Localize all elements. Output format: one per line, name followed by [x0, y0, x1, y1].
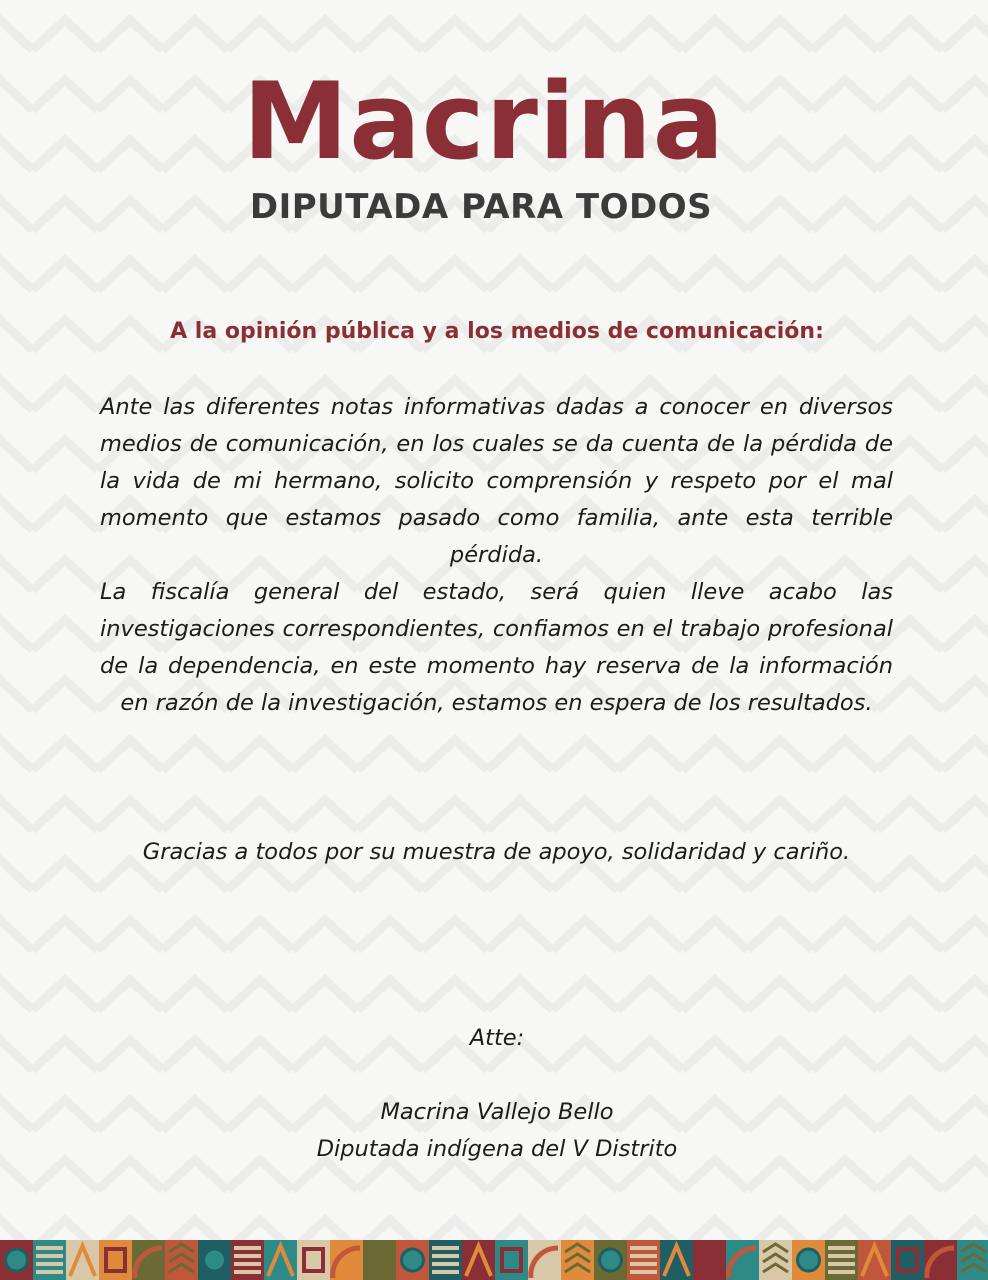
paragraph-2: La fiscalía general del estado, será quien lleve acabo las investigaciones correspondientes, confiamos en el trabajo profesional de la dependencia, en este momento hay reserva de la información en razón de la investigación, estamos en espera de los resultados. [100, 579, 893, 716]
border-tile [561, 1240, 594, 1280]
brand-name: Macrina [242, 60, 726, 183]
border-tile [858, 1240, 891, 1280]
signature-title: Diputada indígena del V Distrito [316, 1136, 678, 1162]
border-tile [198, 1240, 231, 1280]
border-tile [330, 1240, 363, 1280]
border-tile [792, 1240, 825, 1280]
border-tile [33, 1240, 66, 1280]
border-tile [594, 1240, 627, 1280]
border-tile [231, 1240, 264, 1280]
border-tile [825, 1240, 858, 1280]
border-tile [660, 1240, 693, 1280]
border-tile [132, 1240, 165, 1280]
border-tile [891, 1240, 924, 1280]
border-tile [495, 1240, 528, 1280]
border-tile [165, 1240, 198, 1280]
border-tile [693, 1240, 726, 1280]
border-tile [627, 1240, 660, 1280]
border-tile [297, 1240, 330, 1280]
paragraph-1: Ante las diferentes notas informativas dadas a conocer en diversos medios de comunicación, en los cuales se da cuenta de la pérdida de la vida de mi hermano, solicito comprensión y respeto por el mal momento que estamos pasado como familia, ante esta terrible pérdida. [100, 394, 893, 568]
paragraph-3: Gracias a todos por su muestra de apoyo, solidaridad y cariño. [142, 839, 851, 865]
border-tile [726, 1240, 759, 1280]
border-tile [264, 1240, 297, 1280]
border-tile [924, 1240, 957, 1280]
border-tile [99, 1240, 132, 1280]
signature-name: Macrina Vallejo Bello [380, 1099, 614, 1125]
border-tile [66, 1240, 99, 1280]
geometric-footer-border [0, 1240, 988, 1280]
brand-tagline: DIPUTADA PARA TODOS [249, 187, 713, 227]
salutation: A la opinión pública y a los medios de comunicación: [170, 319, 824, 344]
border-tile [462, 1240, 495, 1280]
border-tile [363, 1240, 396, 1280]
border-tile [396, 1240, 429, 1280]
border-tile [0, 1240, 33, 1280]
border-tile [429, 1240, 462, 1280]
closing: Atte: [469, 1025, 525, 1051]
border-tile [528, 1240, 561, 1280]
border-tile [759, 1240, 792, 1280]
border-tile [957, 1240, 988, 1280]
